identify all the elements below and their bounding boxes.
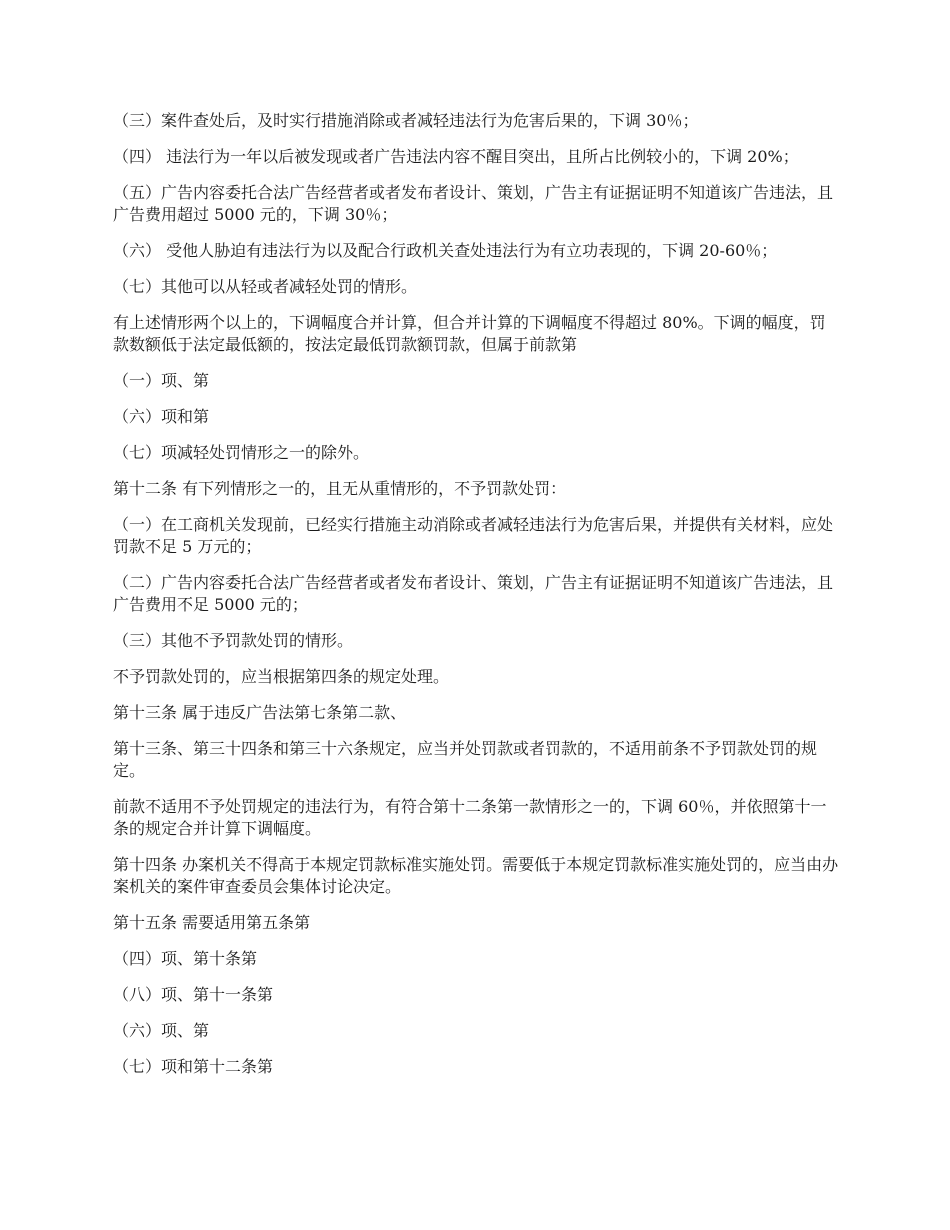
paragraph-16: 第十三条、第三十四条和第三十六条规定，应当并处罚款或者罚款的，不适用前条不予罚款处罚的规定。 — [113, 739, 818, 780]
paragraph-9: （七）项减轻处罚情形之一的除外。 — [113, 443, 370, 462]
paragraph-20: （四）项、第十条第 — [113, 949, 258, 968]
paragraph-1: （三）案件查处后，及时实行措施消除或者减轻违法行为危害后果的，下调 30％； — [113, 111, 699, 130]
paragraph-3: （五）广告内容委托合法广告经营者或者发布者设计、策划，广告主有证据证明不知道该广告违法，且广告费用超过 5000 元的，下调 30％； — [113, 183, 834, 224]
paragraph-2: （四） 违法行为一年以后被发现或者广告违法内容不醒目突出，且所占比例较小的，下调 20%； — [113, 147, 799, 166]
paragraph-22: （六）项、第 — [113, 1021, 210, 1040]
article-13-heading: 第十三条 属于违反广告法第七条第二款、 — [113, 703, 407, 722]
paragraph-13: （三）其他不予罚款处罚的情形。 — [113, 631, 354, 650]
paragraph-17: 前款不适用不予处罚规定的违法行为，有符合第十二条第一款情形之一的，下调 60％，并依照第十一条的规定合并计算下调幅度。 — [113, 797, 827, 838]
paragraph-5: （七）其他可以从轻或者减轻处罚的情形。 — [113, 277, 418, 296]
paragraph-12: （二）广告内容委托合法广告经营者或者发布者设计、策划，广告主有证据证明不知道该广告违法，且广告费用不足 5000 元的； — [113, 573, 834, 614]
article-14-heading: 第十四条 办案机关不得高于本规定罚款标准实施处罚。需要低于本规定罚款标准实施处罚的，应当由办案机关的案件审查委员会集体讨论决定。 — [113, 855, 839, 896]
paragraph-8: （六）项和第 — [113, 407, 210, 426]
paragraph-4: （六） 受他人胁迫有违法行为以及配合行政机关查处违法行为有立功表现的，下调 20-60％； — [113, 241, 778, 260]
paragraph-21: （八）项、第十一条第 — [113, 985, 274, 1004]
paragraph-14: 不予罚款处罚的，应当根据第四条的规定处理。 — [113, 667, 450, 686]
paragraph-11: （一）在工商机关发现前，已经实行措施主动消除或者减轻违法行为危害后果，并提供有关材料，应处罚款不足 5 万元的； — [113, 515, 834, 556]
article-12-heading: 第十二条 有下列情形之一的，且无从重情形的，不予罚款处罚： — [113, 479, 567, 498]
paragraph-6: 有上述情形两个以上的，下调幅度合并计算，但合并计算的下调幅度不得超过 80%。下调的幅度，罚款数额低于法定最低额的，按法定最低罚款额罚款，但属于前款第 — [113, 313, 826, 354]
paragraph-23: （七）项和第十二条第 — [113, 1057, 274, 1076]
paragraph-7: （一）项、第 — [113, 371, 210, 390]
document-body — [113, 110, 841, 1092]
article-15-heading: 第十五条 需要适用第五条第 — [113, 913, 311, 932]
